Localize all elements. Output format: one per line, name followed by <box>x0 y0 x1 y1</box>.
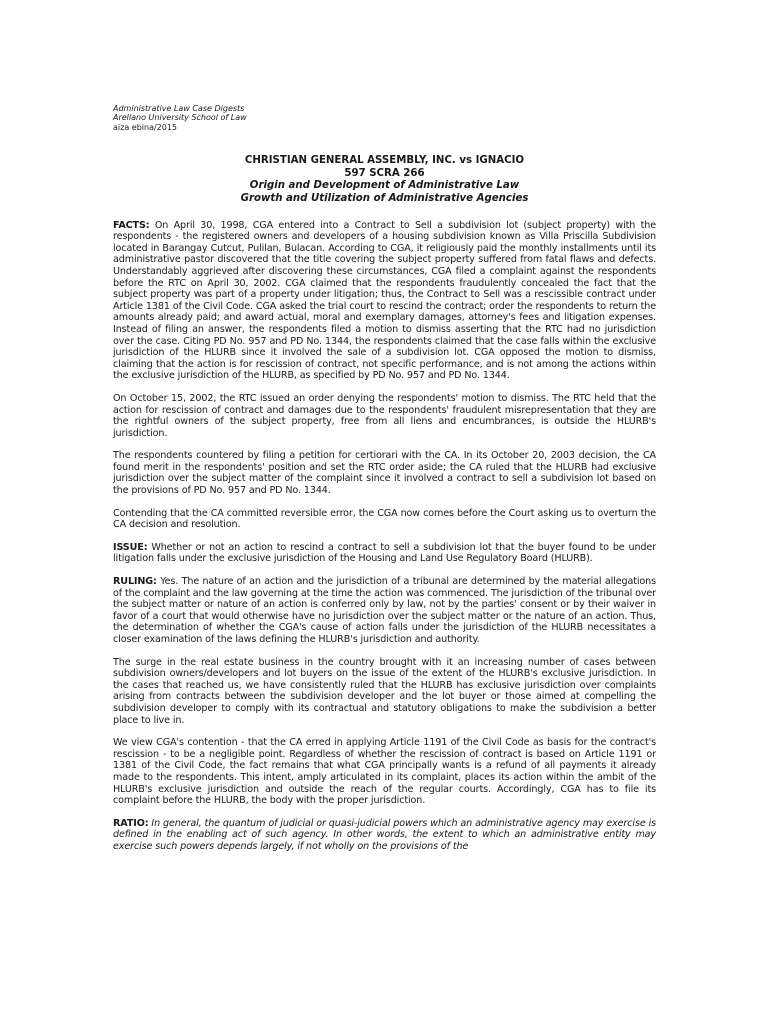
facts-paragraph <box>113 220 656 382</box>
facts-label: FACTS: <box>113 219 150 231</box>
ruling-paragraph <box>113 576 656 646</box>
issue-paragraph <box>113 542 656 565</box>
case-title-block <box>113 155 656 205</box>
ruling-paragraph-2: The surge in the real estate business in the country brought with it an increasing number of cases between subdivision owners/developers and lot buyers on the issue of the extent of the HLURB's exclusive jurisdiction. In the cases that reached us, we have consistently ruled that the HLURB has exclusive jurisdiction over complaints arising from contracts between the subdivision developer and the lot buyer or those aimed at compelling the subdivision developer to comply with its contractual and statutory obligations to make the subdivision a better place to live in. <box>113 656 656 726</box>
issue-text: Whether or not an action to rescind a contract to sell a subdivision lot that the buyer found to be under litigation falls under the exclusive jurisdiction of the Housing and Land Use Regulatory Board (HLURB). <box>113 541 656 565</box>
header-author-year: aiza ebina/2015 <box>113 122 178 132</box>
facts-text: On April 30, 1998, CGA entered into a Contract to Sell a subdivision lot (subject property) with the respondents - the registered owners and developers of a housing subdivision known as Villa Priscilla Subdivision located in Barangay Cutcut, Pulilan, Bulacan. According to CGA, it religiously paid the monthly installments until its administrative pastor discovered that the title covering the subject property suffered from fatal flaws and defects. Understandably aggrieved after discovering these circumstances, CGA filed a complaint against the respondents before the RTC on April 30, 2002. CGA claimed that the respondents fraudulently concealed the fact that the subject property was part of a property under litigation; thus, the Contract to Sell was a rescissible contract under Article 1381 of the Civil Code. CGA asked the trial court to rescind the contract; order the respondents to return the amounts already paid; and award actual, moral and exemplary damages, attorney's fees and litigation expenses. Instead of filing an answer, the respondents filed a motion to dismiss asserting that the RTC had no jurisdiction over the case. Citing PD No. 957 and PD No. 1344, the respondents claimed that the case falls within the exclusive jurisdiction of the HLURB since it involved the sale of a subdivision lot. CGA opposed the motion to dismiss, claiming that the action is for rescission of contract, not specific performance, and is not among the actions within the exclusive jurisdiction of the HLURB, as specified by PD No. 957 and PD No. 1344. <box>113 219 656 382</box>
ruling-label: RULING: <box>113 576 157 588</box>
document-header <box>113 104 656 132</box>
ruling-paragraph-3: We view CGA's contention - that the CA erred in applying Article 1191 of the Civil Code as basis for the contract's rescission - to be a negligible point. Regardless of whether the rescission of contract is based on Article 1191 or 1381 of the Civil Code, the fact remains that what CGA principally wants is a refund of all payments it already made to the respondents. This intent, amply articulated in its complaint, places its action within the ambit of the HLURB's exclusive jurisdiction and outside the reach of the regular courts. Accordingly, CGA has to file its complaint before the HLURB, the body with the proper jurisdiction. <box>113 737 656 807</box>
issue-label: ISSUE: <box>113 541 148 553</box>
ratio-label: RATIO: <box>113 817 149 829</box>
ratio-paragraph <box>113 818 656 853</box>
case-name: CHRISTIAN GENERAL ASSEMBLY, INC. vs IGNACIO <box>244 155 525 167</box>
facts-paragraph-2: On October 15, 2002, the RTC issued an order denying the respondents' motion to dismiss. The RTC held that the action for rescission of contract and damages due to the respondents' fraudulent misrepresentation that they are the rightful owners of the subject property, free from all liens and encumbrances, is outside the HLURB's jurisdiction. <box>113 392 656 439</box>
header-course-title: Administrative Law Case Digests <box>113 104 245 113</box>
document-page <box>113 104 656 853</box>
case-citation: 597 SCRA 266 <box>344 167 425 179</box>
ruling-text: Yes. The nature of an action and the jurisdiction of a tribunal are determined by the material allegations of the complaint and the law governing at the time the action was commenced. The jurisdiction of the tribunal over the subject matter or nature of an action is conferred only by law, not by the parties' consent or by their waiver in favor of a court that would otherwise have no jurisdiction over the subject matter or the nature of an action. Thus, the determination of whether the CGA's cause of action falls under the jurisdiction of the HLURB necessitates a closer examination of the laws defining the HLURB's jurisdiction and authority. <box>113 576 656 645</box>
case-topic-growth: Growth and Utilization of Administrative Agencies <box>240 193 529 204</box>
facts-paragraph-4: Contending that the CA committed reversible error, the CGA now comes before the Court asking us to overturn the CA decision and resolution. <box>113 507 656 531</box>
case-topic-origin: Origin and Development of Administrative Law <box>249 180 520 192</box>
facts-paragraph-3: The respondents countered by filing a petition for certiorari with the CA. In its October 20, 2003 decision, the CA found merit in the respondents' position and set the RTC order aside; the CA ruled that the HLURB had exclusive jurisdiction over the subject matter of the complaint since it involved a contract to sell a subdivision lot based on the provisions of PD No. 957 and PD No. 1344. <box>113 450 656 497</box>
header-school-name: Arellano University School of Law <box>113 113 247 123</box>
ratio-text: In general, the quantum of judicial or quasi-judicial powers which an administrative agency may exercise is defined in the enabling act of such agency. In other words, the extent to which an administrative entity may exercise such powers depends largely, if not wholly on the provisions of the <box>113 817 656 852</box>
